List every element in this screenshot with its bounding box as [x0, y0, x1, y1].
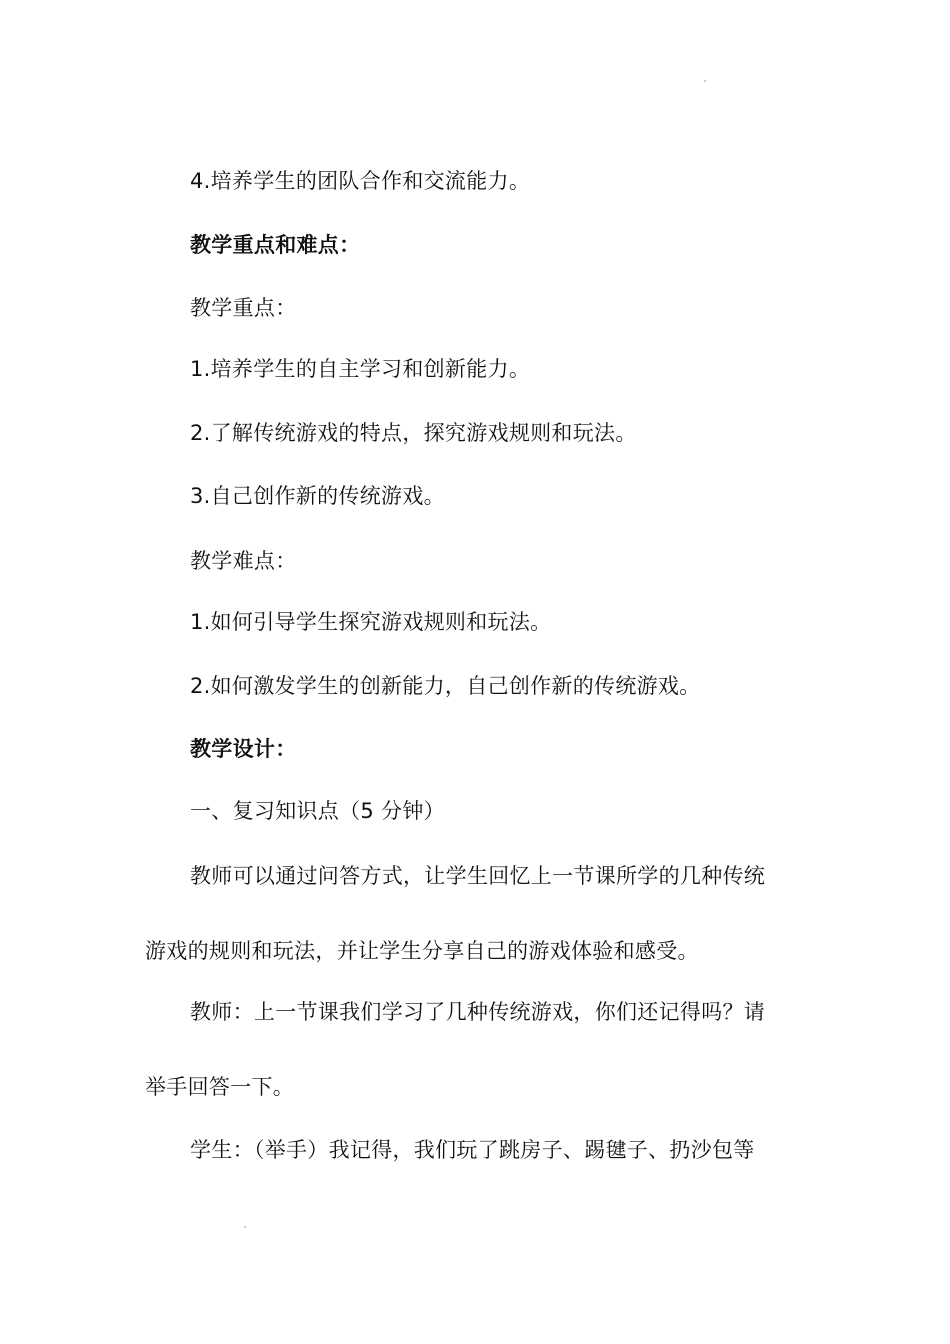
key-point-3: 3.自己创作新的传统游戏。 [190, 484, 445, 508]
step-1-heading: 一、复习知识点（5 分钟） [190, 799, 445, 823]
difficulty-1: 1.如何引导学生探究游戏规则和玩法。 [190, 610, 552, 634]
section-heading-design: 教学设计： [190, 737, 297, 761]
teacher-dialogue-line-1: 教师：上一节课我们学习了几种传统游戏，你们还记得吗？请 [190, 1000, 766, 1024]
objective-4: 4.培养学生的团队合作和交流能力。 [190, 169, 531, 193]
key-point-1: 1.培养学生的自主学习和创新能力。 [190, 357, 531, 381]
paragraph-line-1: 教师可以通过问答方式，让学生回忆上一节课所学的几种传统 [190, 864, 766, 888]
teacher-dialogue-line-2: 举手回答一下。 [145, 1075, 295, 1099]
student-dialogue-line-1: 学生：（举手）我记得，我们玩了跳房子、踢毽子、扔沙包等 [190, 1138, 755, 1162]
section-heading-key-points: 教学重点和难点： [190, 233, 361, 257]
difficulty-2: 2.如何激发学生的创新能力，自己创作新的传统游戏。 [190, 674, 701, 698]
paragraph-line-2: 游戏的规则和玩法，并让学生分享自己的游戏体验和感受。 [145, 939, 699, 963]
subheading-difficulties: 教学难点： [190, 549, 297, 573]
scan-mark-top [704, 80, 706, 82]
subheading-key-points: 教学重点： [190, 296, 297, 320]
key-point-2: 2.了解传统游戏的特点，探究游戏规则和玩法。 [190, 421, 637, 445]
scan-mark-bottom [244, 1226, 246, 1228]
